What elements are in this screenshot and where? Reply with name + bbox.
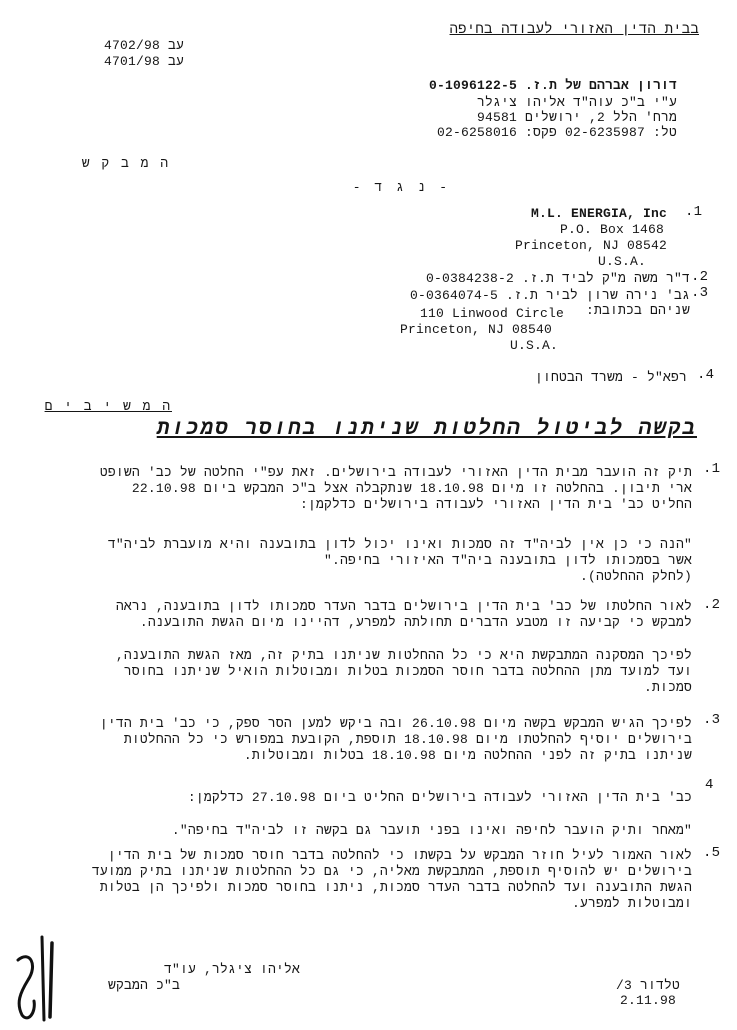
applicant-name: דורון אברהם של ת.ז. 0-1096122-5 bbox=[428, 78, 677, 93]
respondent-4-text: רפא"ל - משרד הבטחון bbox=[534, 370, 687, 385]
respondents-address-label: שניהם בכתובת: bbox=[585, 303, 690, 318]
section-1-quote-1: "הנה כי כן אין לביה"ד זה סמכות ואינו יכול לדון בתובענה והיא מועברת לביה"ד bbox=[107, 537, 692, 552]
versus: - נ ג ד - bbox=[352, 180, 450, 195]
section-5-number: .5 bbox=[703, 845, 721, 861]
respondent-3-number: .3 bbox=[691, 285, 709, 301]
file-reference: טלדור 3/ bbox=[615, 978, 680, 993]
applicant-role: ה מ ב ק ש bbox=[81, 156, 170, 171]
section-1-line-1: תיק זה הועבר מבית הדין האזורי לעבודה בירושלים. זאת עפ"י החלטה של כב' השופט bbox=[99, 465, 692, 480]
section-3-line-3: שניתנו בתיק זה לפני ההחלטה מיום 18.10.98 בטלות ומבוטלות. bbox=[243, 748, 692, 763]
section-3-line-2: בירושלים יוסיף להחלטתו מיום 18.10.98 תוספת, הקובעת במפורש כי כל ההחלטות bbox=[123, 732, 692, 747]
section-5-line-1: לאור האמור לעיל חוזר המבקש על בקשתו כי להחלטה בדבר חוסר סמכות של בית הדין bbox=[107, 848, 692, 863]
applicant-phones: טל: 02-6235987 פקס: 02-6258016 bbox=[436, 125, 677, 140]
section-1-quote-3: (לחלק ההחלטה). bbox=[579, 569, 692, 584]
signer-name: אליהו ציגלר, עו"ד bbox=[163, 962, 300, 977]
respondent-1-name: M.L. ENERGIA, Inc bbox=[531, 206, 668, 221]
section-1-quote-2: אשר בסמכותו לדון בתובענה ביה"ד האיזורי בחיפה." bbox=[323, 553, 692, 568]
section-3-number: .3 bbox=[703, 712, 721, 728]
section-2-line-3: לפיכך המסקנה המתבקשת היא כי כל ההחלטות שניתנו בתיק זה, מאז הגשת התובענה, bbox=[115, 648, 692, 663]
section-1-number: .1 bbox=[703, 461, 721, 477]
respondent-4-number: .4 bbox=[697, 367, 715, 383]
section-4-quote-1: "מאחר ותיק הועבר לחיפה ואינו בפני תועבר גם בקשה זו לביה"ד בחיפה". bbox=[171, 823, 692, 838]
respondent-1-box: P.O. Box 1468 bbox=[560, 222, 665, 237]
case-number-2: עב 4701/98 bbox=[103, 54, 184, 69]
section-4-number: 4 bbox=[705, 777, 714, 793]
section-2-line-4: ועד למועד מתן ההחלטה בדבר חוסר הסמכות בטלות ומבוטלות הואיל שניתנו בחוסר bbox=[123, 664, 692, 679]
section-1-line-2: ארי תיבון. בהחלטה זו מיום 18.10.98 שנתקבלה אצל ב"כ המבקש ביום 22.10.98 bbox=[131, 481, 692, 496]
respondent-1-city: Princeton, NJ 08542 bbox=[515, 238, 668, 253]
signer-role: ב"כ המבקש bbox=[107, 978, 180, 993]
section-5-line-2: בירושלים יש להוסיף תוספת, המתבקשת מאליה, כי גם כל ההחלטות שניתנו בתיק ממועד bbox=[91, 864, 692, 879]
document-title: בקשה לביטול החלטות שניתנו בחוסר סמכות bbox=[156, 418, 697, 441]
respondent-3-text: גב' נירה שרון לביר ת.ז. 0-0364074-5 bbox=[409, 288, 690, 303]
respondents-country: U.S.A. bbox=[510, 338, 559, 353]
respondents-street: 110 Linwood Circle bbox=[420, 306, 565, 321]
section-4-line-1: כב' בית הדין האזורי לעבודה בירושלים החליט ביום 27.10.98 כדלקמן: bbox=[187, 790, 692, 805]
section-3-line-1: לפיכך הגיש המבקש בקשה מיום 26.10.98 ובה ביקש למען הסר ספק, כי כב' בית הדין bbox=[99, 716, 692, 731]
respondent-2-text: ד"ר משה מ"ק לביד ת.ז. 0-0384238-2 bbox=[425, 271, 690, 286]
case-number-1: עב 4702/98 bbox=[103, 38, 184, 53]
section-5-line-3: הגשת התובענה ועד להחלטה בדבר העדר סמכות, ניתנו בחוסר סמכות ולפיכך הן בטלות bbox=[99, 880, 692, 895]
applicant-street: מרח' הלל 2, ירושלים 94581 bbox=[476, 110, 677, 125]
respondent-1-number: .1 bbox=[685, 204, 703, 220]
section-2-line-5: סמכות. bbox=[643, 680, 692, 695]
section-2-line-1: לאור החלטתו של כב' בית הדין בירושלים בדבר העדר סמכותו לדון בתובענה, נראה bbox=[115, 599, 692, 614]
handwritten-signature bbox=[8, 925, 68, 1025]
applicant-via: ע"י ב"כ עוה"ד אליהו ציגלר bbox=[476, 95, 677, 110]
respondent-1-country: U.S.A. bbox=[598, 254, 647, 269]
section-1-line-3: החליט כב' בית הדין האזורי לעבודה בירושלים כדלקמן: bbox=[299, 497, 692, 512]
section-2-number: .2 bbox=[703, 597, 721, 613]
respondents-city: Princeton, NJ 08540 bbox=[400, 322, 553, 337]
court-header: בבית הדין האזורי לעבודה בחיפה bbox=[449, 22, 699, 38]
section-2-line-2: למבקש כי קביעה זו מטבע הדברים תחולתה למפרע, דהיינו מיום הגשת התובענה. bbox=[139, 615, 692, 630]
respondent-2-number: .2 bbox=[691, 269, 709, 285]
document-date: 2.11.98 bbox=[620, 993, 677, 1008]
section-5-line-4: ומבוטלות למפרע. bbox=[571, 896, 692, 911]
respondents-role: ה מ ש י ב י ם bbox=[44, 399, 172, 414]
